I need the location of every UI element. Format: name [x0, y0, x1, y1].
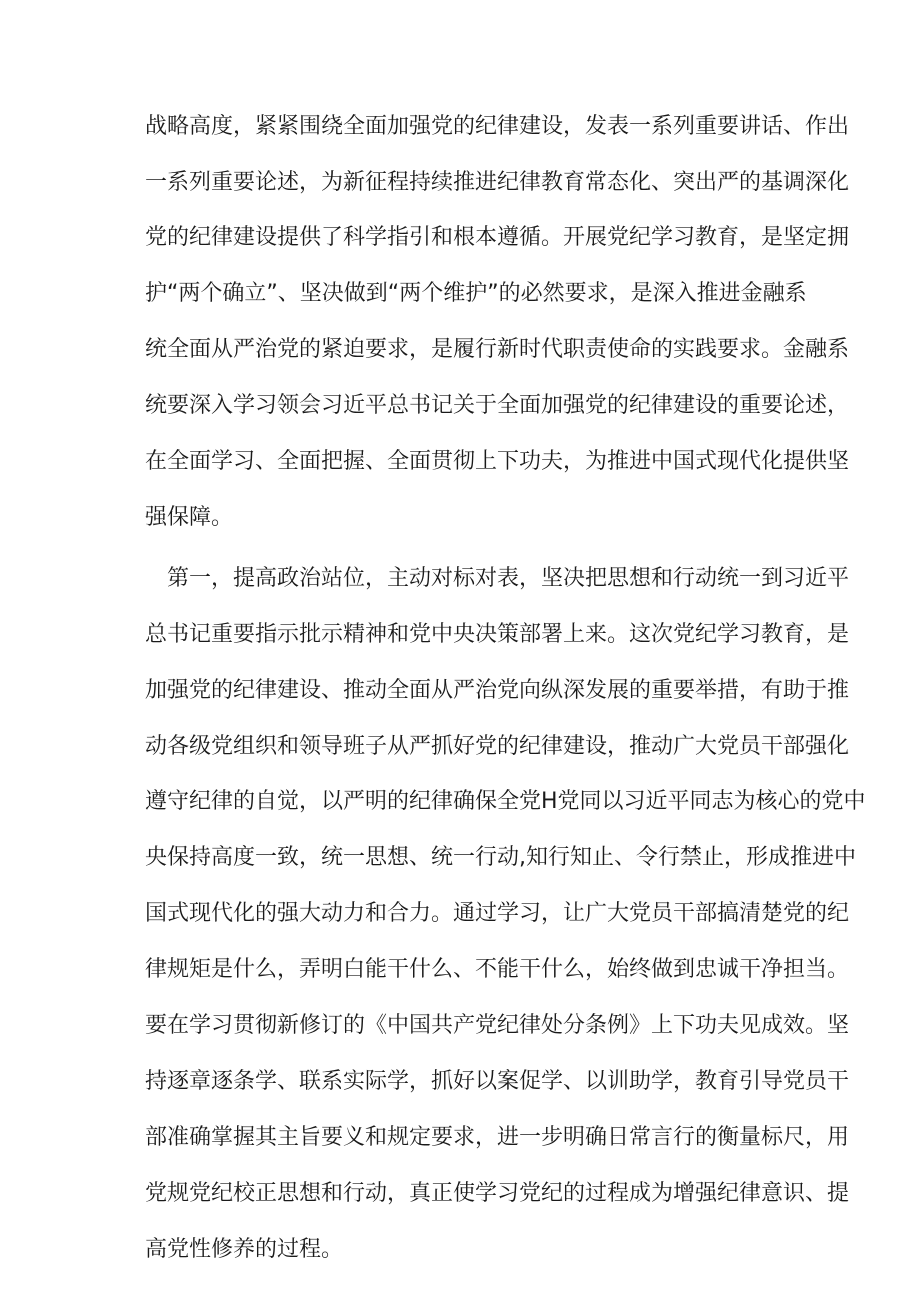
text-line: 要在学习贯彻新修订的《中国共产党纪律处分条例》上下功夫见成效。坚	[145, 1013, 850, 1038]
text-line: 统要深入学习领会习近平总书记关于全面加强党的纪律建设的重要论述，	[145, 393, 850, 418]
text-line: 统全面从严治党的紧迫要求，是履行新时代职责使命的实践要求。金融系	[145, 337, 850, 362]
text-line: 护“两个确立”、坚决做到“两个维护”的必然要求，是深入推进金融系	[145, 281, 807, 306]
text-line: 遵守纪律的自觉，以严明的纪律确保全党H党同以习近平同志为核心的党中	[145, 789, 866, 814]
text-line: 央保持高度一致，统一思想、统一行动,知行知止、令行禁止，形成推进中	[145, 845, 856, 870]
text-line: 在全面学习、全面把握、全面贯彻上下功夫，为推进中国式现代化提供坚	[145, 449, 850, 474]
text-line: 部准确掌握其主旨要义和规定要求，进一步明确日常言行的衡量标尺，用	[145, 1125, 850, 1150]
text-line: 一系列重要论述，为新征程持续推进纪律教育常态化、突出严的基调深化	[145, 170, 850, 195]
text-line: 加强党的纪律建设、推动全面从严治党向纵深发展的重要举措，有助于推	[145, 678, 850, 703]
text-line: 持逐章逐条学、联系实际学，抓好以案促学、以训助学，教育引导党员干	[145, 1069, 850, 1094]
text-line: 国式现代化的强大动力和合力。通过学习，让广大党员干部搞清楚党的纪	[145, 901, 850, 926]
text-line: 动各级党组织和领导班子从严抓好党的纪律建设，推动广大党员干部强化	[145, 734, 850, 759]
text-line: 第一，提高政治站位，主动对标对表，坚决把思想和行动统一到习近平	[167, 566, 850, 591]
text-line: 党规党纪校正思想和行动，真正使学习党纪的过程成为增强纪律意识、提	[145, 1181, 850, 1206]
text-line: 党的纪律建设提供了科学指引和根本遵循。开展党纪学习教育，是坚定拥	[145, 225, 850, 250]
text-line: 高党性修养的过程。	[145, 1237, 344, 1262]
text-line: 战略高度，紧紧围绕全面加强党的纪律建设，发表一系列重要讲话、作出	[145, 114, 850, 139]
text-line: 律规矩是什么，弄明白能干什么、不能干什么，始终做到忠诚干净担当。	[145, 957, 850, 982]
text-line: 总书记重要指示批示精神和党中央决策部署上来。这次党纪学习教育，是	[145, 622, 850, 647]
text-line: 强保障。	[145, 505, 234, 530]
